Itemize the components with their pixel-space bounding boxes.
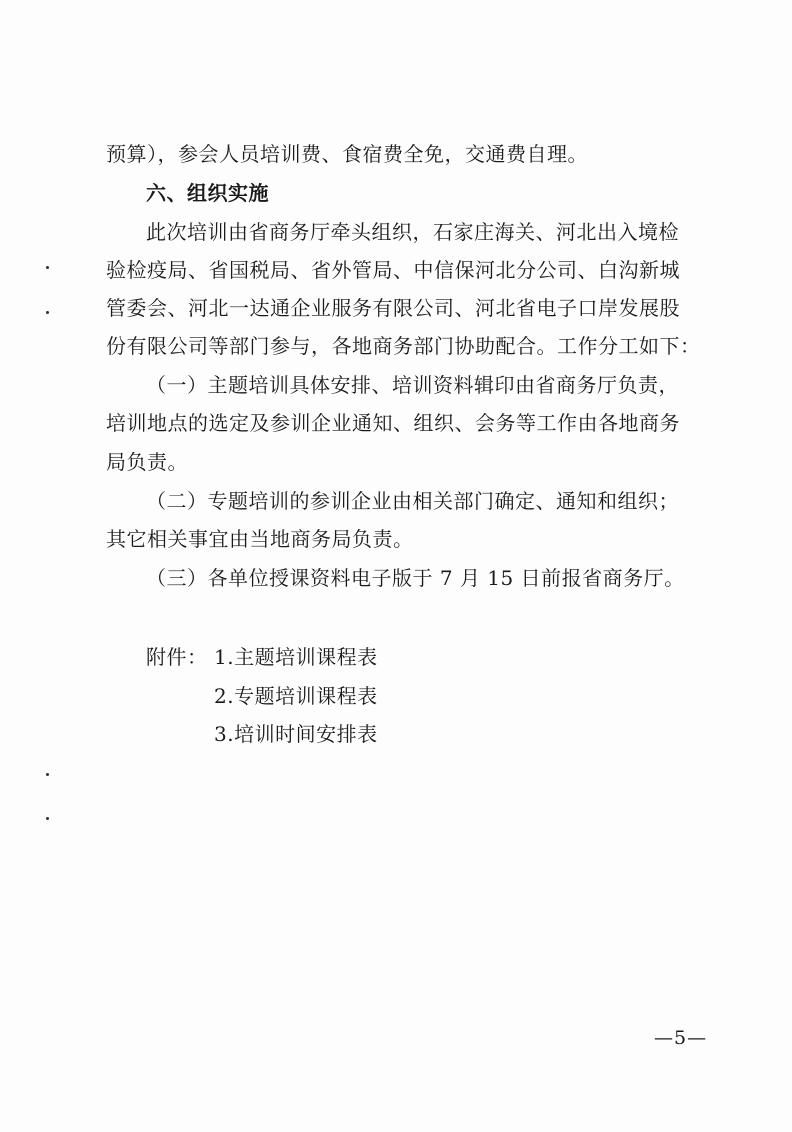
body-line: （二）专题培训的参训企业由相关部门确定、通知和组织；: [146, 489, 679, 513]
section-heading: 六、组织实施: [146, 181, 269, 205]
body-line: （一）主题培训具体安排、培训资料辑印由省商务厅负责，: [146, 373, 679, 397]
body-line: 验检疫局、省国税局、省外管局、中信保河北分公司、白沟新城: [106, 258, 680, 282]
page-number: —5—: [654, 1027, 708, 1049]
body-line: 此次培训由省商务厅牵头组织，石家庄海关、河北出入境检: [146, 220, 679, 244]
body-line: 管委会、河北一达通企业服务有限公司、河北省电子口岸发展股: [106, 296, 680, 320]
binding-hole-mark: [46, 266, 49, 269]
body-line: （三）各单位授课资料电子版于 7 月 15 日前报省商务厅。: [146, 566, 685, 590]
attachments-label: 附件：: [146, 645, 208, 669]
body-line: 预算），参会人员培训费、食宿费全免，交通费自理。: [106, 142, 588, 166]
binding-hole-mark: [46, 311, 49, 314]
binding-hole-mark: [46, 817, 49, 820]
body-line: 份有限公司等部门参与，各地商务部门协助配合。工作分工如下：: [106, 334, 701, 358]
body-line: 其它相关事宜由当地商务局负责。: [106, 527, 414, 551]
body-line: 培训地点的选定及参训企业通知、组织、会务等工作由各地商务: [106, 411, 680, 435]
attachment-item: 1.主题培训课程表: [214, 645, 378, 669]
attachment-item: 2.专题培训课程表: [214, 684, 378, 708]
attachment-item: 3.培训时间安排表: [214, 722, 378, 746]
binding-hole-mark: [46, 773, 49, 776]
body-line: 局负责。: [106, 450, 188, 474]
